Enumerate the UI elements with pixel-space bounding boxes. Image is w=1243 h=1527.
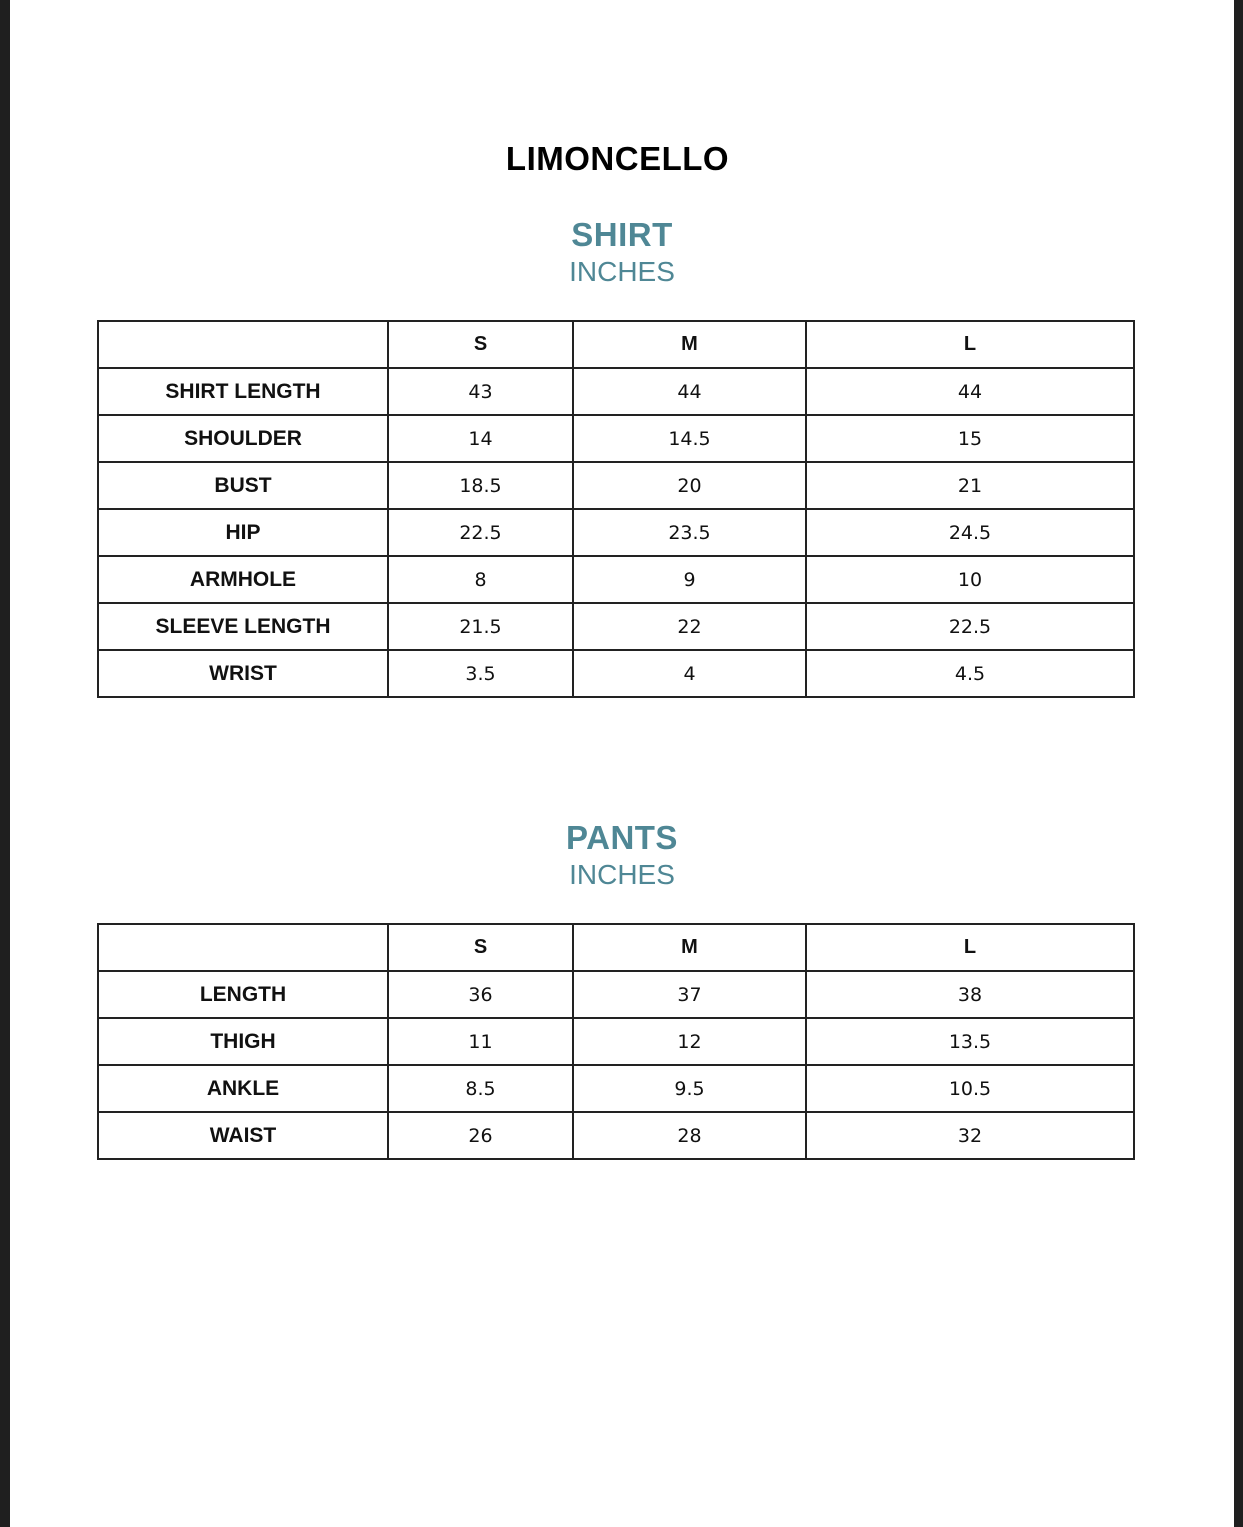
table-row [98,1065,1134,1112]
table-row [98,509,1134,556]
value-cell-s: 22.5 [388,509,573,556]
row-label: WRIST [98,650,388,697]
pants-section-title: PANTS [566,819,678,856]
value-cell-l: 32 [806,1112,1134,1159]
table-row [98,462,1134,509]
value-cell-s: 14 [388,415,573,462]
row-label: HIP [98,509,388,556]
pants-section-unit: INCHES [569,859,675,890]
value-cell-l: 21 [806,462,1134,509]
value-cell-l: 13.5 [806,1018,1134,1065]
table-row [98,1112,1134,1159]
value-cell-m: 9.5 [573,1065,806,1112]
value-cell-s: 26 [388,1112,573,1159]
shirt-section-header [10,216,1234,290]
row-label: ANKLE [98,1065,388,1112]
shirt-size-table [97,320,1135,698]
header-cell-size-s: S [388,321,573,368]
value-cell-l: 24.5 [806,509,1134,556]
table-row [98,556,1134,603]
header-cell-size-s: S [388,924,573,971]
value-cell-l: 38 [806,971,1134,1018]
value-cell-l: 22.5 [806,603,1134,650]
value-cell-s: 43 [388,368,573,415]
value-cell-m: 9 [573,556,806,603]
row-label: SLEEVE LENGTH [98,603,388,650]
table-row [98,971,1134,1018]
value-cell-s: 8 [388,556,573,603]
table-row [98,650,1134,697]
header-cell-empty [98,321,388,368]
document-title: LIMONCELLO [505,140,730,177]
table-row [98,603,1134,650]
table-row [98,368,1134,415]
pants-section-header [10,819,1234,893]
value-cell-m: 12 [573,1018,806,1065]
row-label: LENGTH [98,971,388,1018]
table-header-row [98,321,1134,368]
value-cell-m: 37 [573,971,806,1018]
value-cell-l: 4.5 [806,650,1134,697]
shirt-section-unit: INCHES [569,256,675,287]
row-label: SHIRT LENGTH [98,368,388,415]
shirt-section-title: SHIRT [571,216,673,253]
value-cell-s: 8.5 [388,1065,573,1112]
row-label: SHOULDER [98,415,388,462]
header-cell-size-m: M [573,924,806,971]
row-label: THIGH [98,1018,388,1065]
value-cell-m: 23.5 [573,509,806,556]
value-cell-l: 44 [806,368,1134,415]
value-cell-s: 21.5 [388,603,573,650]
value-cell-s: 3.5 [388,650,573,697]
row-label: BUST [98,462,388,509]
table-header-row [98,924,1134,971]
value-cell-s: 11 [388,1018,573,1065]
header-cell-empty [98,924,388,971]
table-row [98,415,1134,462]
table-row [98,1018,1134,1065]
value-cell-m: 44 [573,368,806,415]
value-cell-s: 18.5 [388,462,573,509]
value-cell-l: 15 [806,415,1134,462]
value-cell-m: 14.5 [573,415,806,462]
value-cell-m: 22 [573,603,806,650]
pants-size-table [97,923,1135,1160]
header-cell-size-l: L [806,321,1134,368]
value-cell-l: 10 [806,556,1134,603]
value-cell-s: 36 [388,971,573,1018]
row-label: ARMHOLE [98,556,388,603]
value-cell-l: 10.5 [806,1065,1134,1112]
header-cell-size-l: L [806,924,1134,971]
value-cell-m: 28 [573,1112,806,1159]
value-cell-m: 20 [573,462,806,509]
header-cell-size-m: M [573,321,806,368]
value-cell-m: 4 [573,650,806,697]
row-label: WAIST [98,1112,388,1159]
